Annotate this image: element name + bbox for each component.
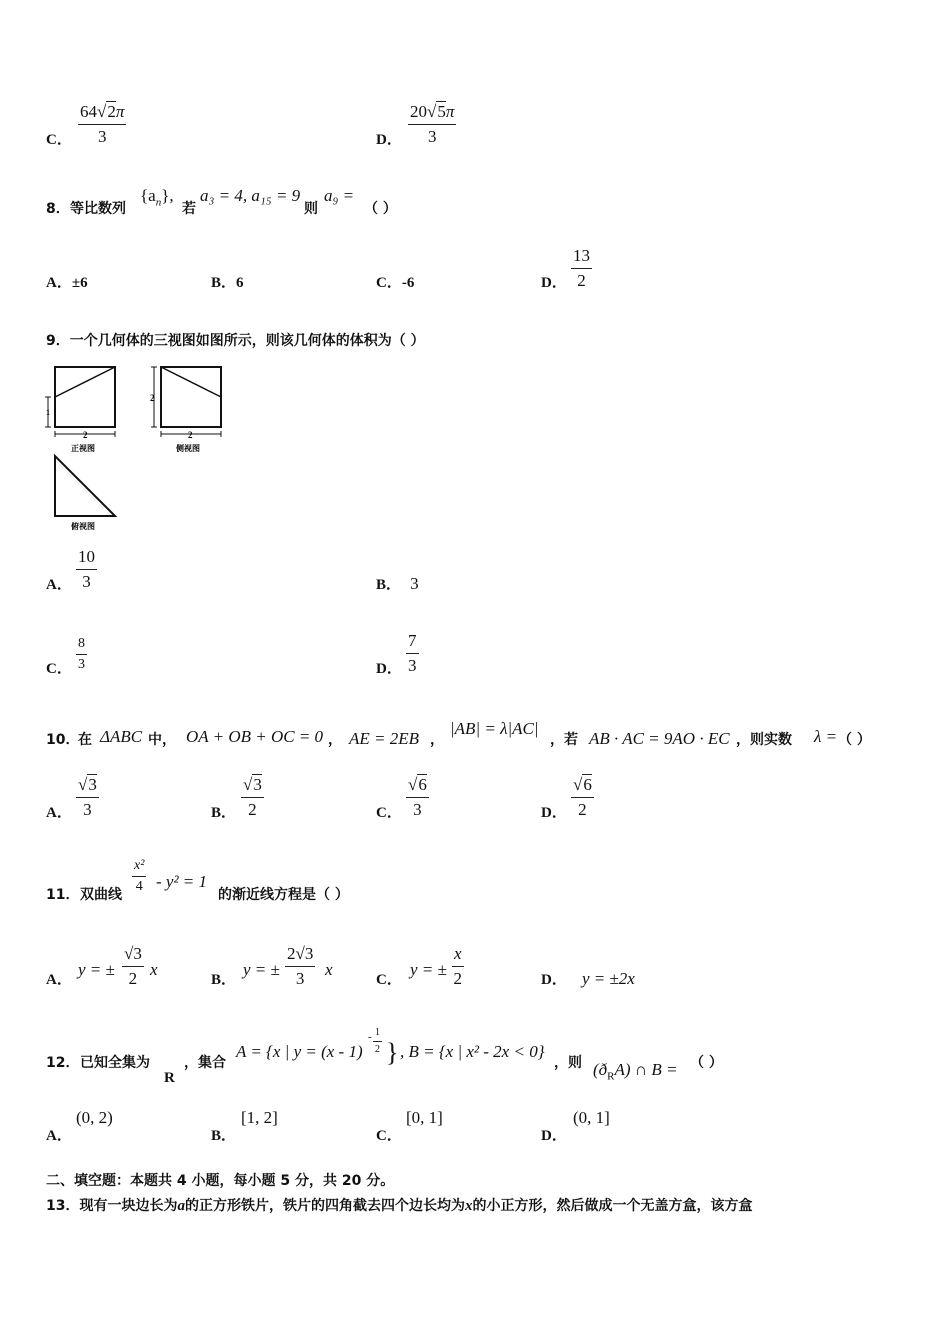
radicand: 5 [437, 102, 446, 121]
expression-prefix: y = ± [243, 960, 280, 979]
q8-option-c[interactable] [376, 271, 414, 292]
option-fraction: $\frac{√3}{2}$ [243, 775, 262, 819]
side-view [150, 367, 221, 453]
ask-expression: a₉ = [324, 186, 355, 205]
answer-blank: （ ） [838, 732, 871, 748]
question-text: ， [328, 732, 342, 748]
option-value: -6 [401, 275, 415, 291]
option-expression: y = ±2x [581, 969, 635, 988]
question-text: 中， [148, 732, 176, 748]
denominator: 3 [97, 127, 107, 146]
q11-option-b[interactable] [211, 944, 351, 994]
option-label: B． [211, 275, 237, 291]
view-caption: 俯视图 [71, 522, 95, 531]
option-value: (0, 1] [573, 1108, 610, 1127]
front-view [45, 367, 115, 453]
exponent-sign: - [368, 1031, 372, 1043]
universal-set-symbol: R [164, 1070, 175, 1086]
option-fraction: $\frac{√3}{2}$ [124, 944, 142, 988]
q8-option-a[interactable] [46, 271, 88, 292]
expression-suffix: x [150, 960, 158, 979]
question-text: ，集合 [184, 1055, 226, 1071]
magnitude-equation: |AB| = λ|AC| [450, 719, 539, 738]
expression-suffix: x [325, 960, 333, 979]
pi-symbol: π [445, 102, 455, 121]
option-fraction: $\frac{13}{2}$ [573, 246, 590, 290]
option-label: B． [211, 1128, 237, 1144]
option-label: C． [376, 1128, 402, 1144]
question-text: 等比数列 [70, 201, 126, 217]
question-text: 的正方形铁片，铁片的四角截去四个边长均为 [184, 1198, 465, 1214]
option-label: A． [46, 1128, 72, 1144]
condition-expression: a₃ = 4, a₁₅ = 9 [200, 186, 301, 205]
option-label: D． [541, 1128, 567, 1144]
q12-stem [46, 1024, 746, 1090]
option-label: C． [46, 132, 72, 148]
top-view [55, 456, 115, 531]
question-text: 则 [304, 201, 318, 217]
q11-option-c[interactable] [376, 944, 496, 994]
question-number: 12． [46, 1055, 80, 1071]
view-caption: 侧视图 [176, 444, 200, 453]
answer-blank: （ ） [364, 201, 397, 217]
dimension-label: 2 [150, 393, 155, 403]
hyperbola-fraction: $\frac{\text{x²}}{4}$ [134, 858, 145, 894]
pi-symbol: π [115, 102, 125, 121]
option-fraction: $\frac{10}{3}$ [78, 547, 95, 591]
question-text: ， [430, 732, 444, 748]
option-label: C． [376, 275, 402, 291]
option-label: D． [541, 275, 567, 291]
denominator: 3 [427, 127, 437, 146]
vector-equation: OA + OB + OC = 0 [186, 727, 324, 746]
question-number: 10． [46, 732, 80, 748]
view-caption: 正视图 [71, 444, 95, 453]
section-heading: 二、填空题：本题共 4 小题，每小题 5 分，共 20 分。 [46, 1173, 395, 1189]
q10-option-b[interactable] [211, 775, 281, 825]
option-value: [0, 1] [406, 1108, 443, 1127]
dimension-label: 1 [46, 408, 50, 417]
q9-option-d[interactable] [376, 631, 436, 679]
option-value: ±6 [71, 275, 88, 291]
question-text: 现有一块边长为 [79, 1198, 178, 1214]
option-fraction: $\frac{√6}{2}$ [573, 775, 592, 819]
option-fraction: $\frac{8}{3}$ [78, 636, 85, 672]
q8-option-b[interactable] [211, 271, 244, 292]
expression-prefix: y = ± [410, 960, 447, 979]
variable-x: x [464, 1198, 473, 1214]
q10-option-d[interactable] [541, 775, 611, 825]
q12-option-d[interactable] [541, 1108, 641, 1144]
q10-option-c[interactable] [376, 775, 446, 825]
question-text: 一个几何体的三视图如图所示，则该几何体的体积为（ ） [69, 333, 425, 349]
question-text: ，则 [554, 1055, 582, 1071]
option-fraction: $\frac{2√3}{3}$ [287, 944, 314, 988]
question-text: 双曲线 [80, 887, 122, 903]
set-a-close: } [386, 1038, 399, 1067]
option-label: C． [46, 661, 72, 677]
option-label: A． [46, 275, 72, 291]
q8-stem [46, 186, 476, 216]
option-label: B． [211, 972, 237, 988]
answer-blank: （ ） [690, 1055, 723, 1071]
question-text: 在 [78, 732, 92, 748]
option-fraction: $\frac{x}{2}$ [453, 944, 463, 988]
vector-equation: AE = 2EB [349, 729, 420, 748]
hyperbola-rest: - y² = 1 [156, 872, 208, 891]
question-text: 的小正方形，然后做成一个无盖方盒，该方盒 [472, 1198, 753, 1214]
q9-option-a[interactable] [46, 547, 106, 595]
q11-option-a[interactable] [46, 944, 176, 994]
option-label: A． [46, 972, 72, 988]
option-value: 3 [410, 574, 419, 593]
exponent-fraction: $\frac{1}{2}$ [375, 1027, 380, 1055]
q9-option-b[interactable] [376, 573, 419, 594]
complement-expression: $(ð_RA)$ ∩ B = [593, 1060, 678, 1083]
option-label: A． [46, 805, 72, 821]
question-text: ，则实数 [736, 732, 792, 748]
triangle-notation: ΔABC [100, 727, 143, 746]
option-fraction: $\frac{√6}{3}$ [408, 775, 427, 819]
radicand: 2 [107, 102, 116, 121]
option-label: A． [46, 577, 72, 593]
option-label: D． [376, 661, 402, 677]
option-fraction: $\frac{7}{3}$ [408, 631, 417, 675]
option-label: B． [376, 577, 402, 593]
q12-option-a[interactable] [46, 1108, 146, 1144]
dot-product-equation: AB · AC = 9AO · EC [589, 729, 730, 748]
option-fraction: $\frac{√3}{3}$ [78, 775, 97, 819]
set-b-expression: , B = {x | x² - 2x < 0} [400, 1042, 545, 1061]
three-view-figure [40, 360, 240, 535]
option-label: C． [376, 805, 402, 821]
option-value: [1, 2] [241, 1108, 278, 1127]
question-number: 8． [46, 201, 70, 217]
question-number: 9． [46, 333, 70, 349]
sequence-notation: $\{a_n\}$, [140, 186, 174, 209]
q9-option-c[interactable] [46, 636, 106, 676]
option-value: (0, 2) [76, 1108, 113, 1127]
dimension-label: 2 [83, 430, 88, 440]
question-text: 若 [182, 201, 196, 217]
q11-stem [46, 858, 406, 908]
q11-option-d[interactable] [541, 968, 635, 989]
option-label: D． [541, 805, 567, 821]
option-value: 6 [236, 275, 244, 291]
option-label: D． [541, 972, 567, 988]
question-text: ，若 [550, 732, 578, 748]
question-number: 11． [46, 887, 80, 903]
q8-option-d[interactable] [541, 246, 601, 294]
variable-a: a [177, 1198, 185, 1214]
numerator-coef: 20 [410, 102, 427, 121]
q12-option-b[interactable] [211, 1108, 311, 1144]
q10-stem [46, 714, 886, 754]
option-fraction: $\frac{20√5\pi}{3}$ [410, 102, 455, 146]
question-text: 的渐近线方程是（ ） [218, 887, 349, 903]
numerator-coef: 64 [80, 102, 97, 121]
option-label: D． [376, 132, 402, 148]
option-label: B． [211, 805, 237, 821]
q10-option-a[interactable] [46, 775, 116, 825]
dimension-label: 2 [188, 430, 193, 440]
q13-stem [46, 1195, 752, 1215]
question-text: 已知全集为 [80, 1055, 150, 1071]
option-fraction: $\frac{64√2\pi}{3}$ [80, 102, 125, 146]
q9-stem [46, 330, 425, 350]
lambda-symbol: λ = [814, 727, 838, 746]
option-label: C． [376, 972, 402, 988]
set-a-expression: A = {x | y = (x - 1) [236, 1042, 363, 1061]
expression-prefix: y = ± [78, 960, 115, 979]
question-number: 13． [46, 1198, 80, 1214]
q12-option-c[interactable] [376, 1108, 476, 1144]
